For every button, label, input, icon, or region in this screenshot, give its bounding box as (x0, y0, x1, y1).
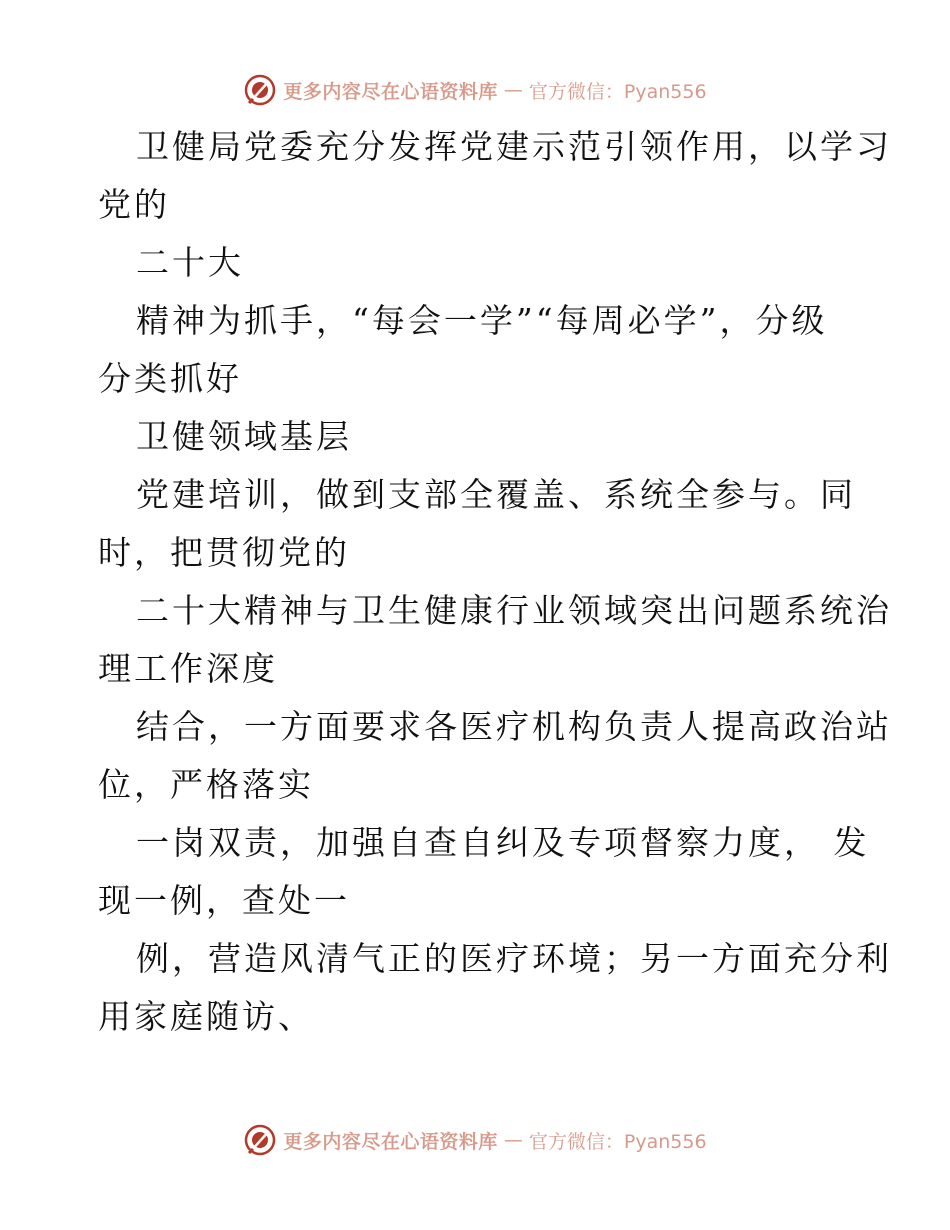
watermark-text: 更多内容尽在心语资料库 (283, 80, 498, 103)
watermark-text: 更多内容尽在心语资料库 (283, 1130, 498, 1153)
text-line: 卫健领域基层 (136, 417, 352, 456)
text-line: 一岗双责，加强自查自纠及专项督察力度， 发 (136, 823, 870, 862)
text-line: 理工作深度 (98, 649, 278, 688)
watermark-separator: — (503, 1129, 523, 1151)
text-line: 现一例，查处一 (98, 881, 350, 920)
document-body (98, 118, 892, 1046)
watermark-separator: — (503, 79, 523, 101)
watermark-wechat: 官方微信：Pyan556 (528, 1130, 707, 1153)
text-line: 卫健局党委充分发挥党建示范引领作用，以学习 (136, 127, 892, 166)
text-line: 分类抓好 (98, 359, 242, 398)
text-line: 二十大精神与卫生健康行业领域突出问题系统治 (136, 591, 892, 630)
text-line: 例，营造风清气正的医疗环境；另一方面充分利 (136, 939, 892, 978)
text-line: 结合，一方面要求各医疗机构负责人提高政治站 (136, 707, 892, 746)
text-line: 二十大 (136, 243, 244, 282)
text-line: 精神为抓手，“每会一学”“每周必学”，分级 (136, 301, 828, 340)
pen-logo-icon (243, 1123, 277, 1157)
footer-watermark (0, 1120, 950, 1160)
watermark-wechat: 官方微信：Pyan556 (528, 80, 707, 103)
text-line: 用家庭随访、 (98, 997, 314, 1036)
header-watermark (0, 70, 950, 110)
text-line: 时，把贯彻党的 (98, 533, 350, 572)
text-line: 党的 (98, 185, 170, 224)
text-line: 位，严格落实 (98, 765, 314, 804)
text-line: 党建培训，做到支部全覆盖、系统全参与。同 (136, 475, 856, 514)
pen-logo-icon (243, 73, 277, 107)
